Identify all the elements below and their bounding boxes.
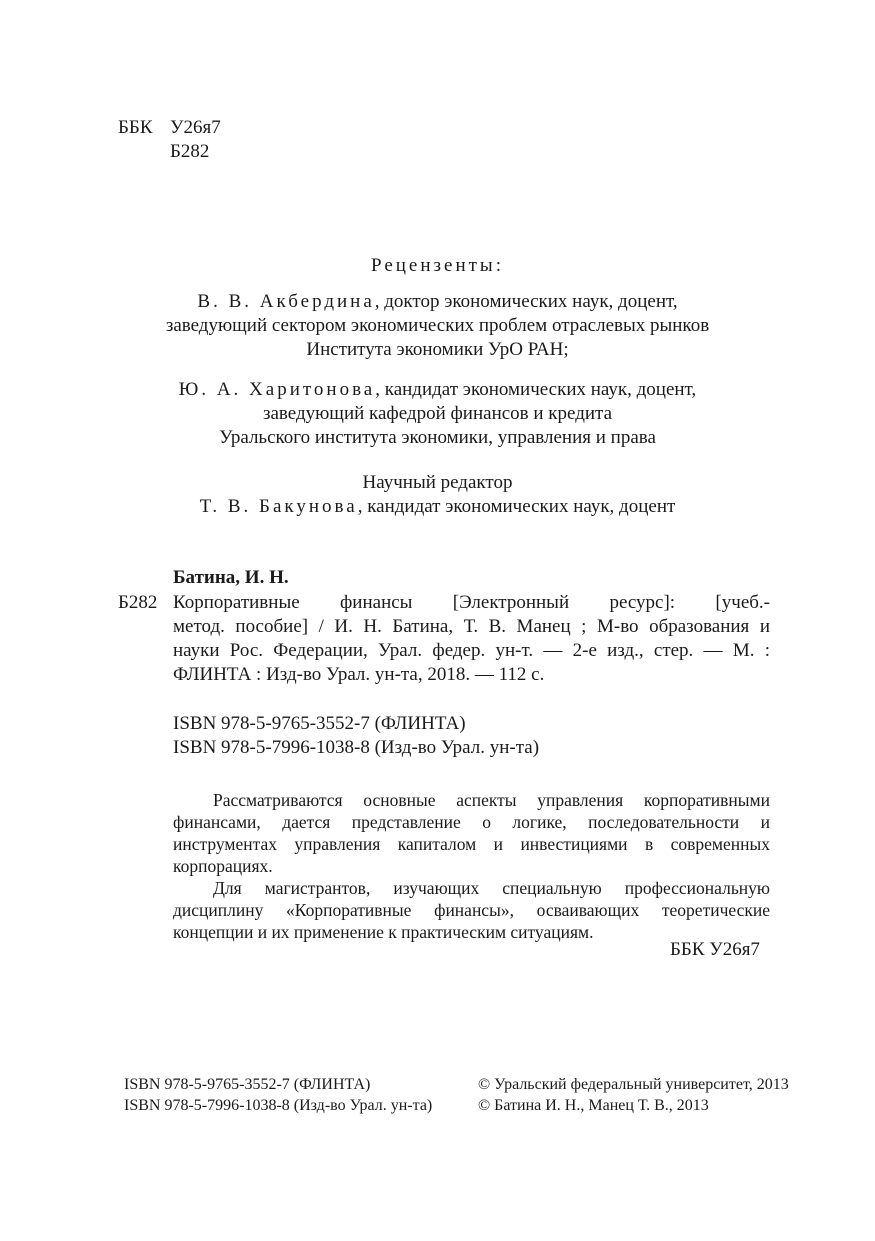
reviewer-1-name: В. В. Акбердина — [197, 291, 375, 312]
reviewer-2-name: Ю. А. Харитонова — [178, 379, 376, 400]
reviewers-heading: Рецензенты: — [371, 255, 504, 276]
bbk-bottom: ББК У26я7 — [670, 939, 760, 960]
abstract-p1: Рассматриваются основные аспекты управления корпоративными финансами, дается представление о логике, последовательности и инструментах управления капиталом и инвестициями в современных корпорациях. — [173, 790, 770, 876]
bbk-block — [118, 116, 221, 164]
record-isbn — [173, 712, 539, 760]
abstract-p2: Для магистрантов, изучающих специальную профессиональную дисциплину «Корпоративные финансы», осваивающих теоретические концепции и их применение к практическим ситуациям. — [173, 878, 770, 942]
isbn-1: ISBN 978-5-9765-3552-7 (ФЛИНТА) — [173, 713, 466, 734]
editor-name: Т. В. Бакунова — [199, 496, 358, 517]
bbk-label: ББК — [118, 117, 153, 138]
footer-copyright: © Уральский федеральный университет, 2013 © Батина И. Н., Манец Т. В., 2013 — [478, 1076, 789, 1114]
author-mark: Б282 — [170, 141, 210, 162]
record-author: Батина, И. Н. — [173, 567, 289, 588]
footer-isbn: ISBN 978-5-9765-3552-7 (ФЛИНТА) ISBN 978-5-7996-1038-8 (Изд-во Урал. ун-та) — [124, 1076, 433, 1114]
isbn-2: ISBN 978-5-7996-1038-8 (Изд-во Урал. ун-та) — [173, 737, 540, 758]
record-mark: Б282 — [118, 592, 158, 613]
record-description: Корпоративные финансы [Электронный ресурс]: [учеб.- метод. пособие] / И. Н. Батина, Т. В. Манец ; М-во образования и науки Рос. Федерации, Урал. федер. ун-т. — 2-е изд., стер. — М. : ФЛИНТА : Изд-во Урал. ун-та, 2018. — 112 с. — [173, 592, 770, 685]
editor-heading: Научный редактор — [362, 472, 513, 493]
reviewer-2: Ю. А. Харитонова, кандидат экономических наук, доцент, заведующий кафедрой финансов и кредита Уральского института экономики, управления и права — [178, 379, 697, 448]
abstract — [173, 789, 770, 943]
editor: Научный редактор Т. В. Бакунова, кандидат экономических наук, доцент — [0, 471, 875, 519]
bbk-code: У26я7 — [170, 117, 221, 138]
reviewer-1: В. В. Акбердина, доктор экономических наук, доцент, заведующий сектором экономических проблем отраслевых рынков Института экономики УрО РАН; — [165, 291, 710, 360]
